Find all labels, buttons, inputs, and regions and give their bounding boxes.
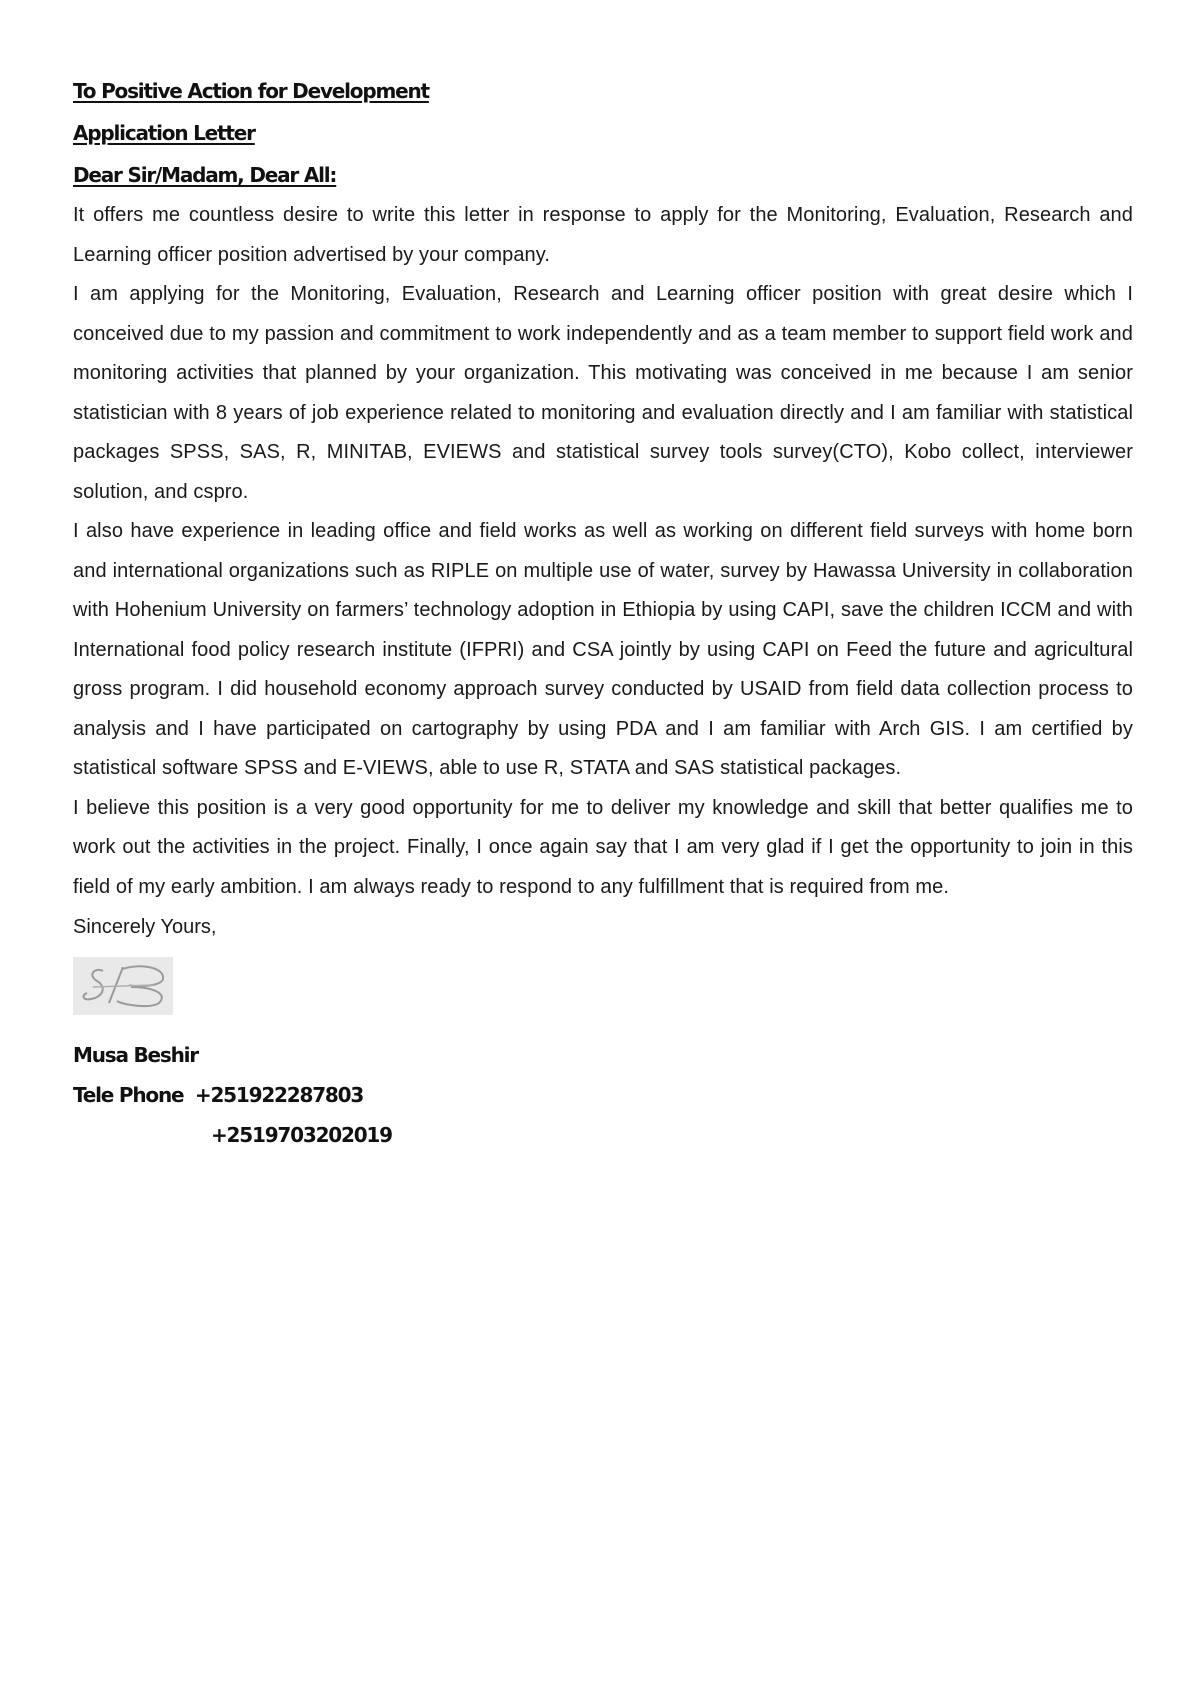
phone-number-primary: +251922287803 bbox=[194, 1083, 364, 1107]
closing-text: Sincerely Yours, bbox=[73, 916, 217, 938]
signature-scribble bbox=[73, 957, 173, 1015]
letter-page bbox=[73, 70, 1133, 1155]
phone-row-primary bbox=[73, 1075, 1133, 1115]
paragraph-conclusion: I believe this position is a very good opportunity for me to deliver my knowledge and skill that better qualifies me to work out the activities in the project. Finally, I once again say that I am very glad if I get the opportunity to join in this field of my early ambition. I am always ready to respond to any fulfillment that is required from me. bbox=[73, 796, 1133, 898]
phone-label: Tele Phone bbox=[73, 1083, 184, 1107]
paragraph-experience: I also have experience in leading office and field works as well as working on different field surveys with home born and international organizations such as RIPLE on multiple use of water, survey by Hawassa University in collaboration with Hohenium University on farmers’ technology adoption in Ethiopia by using CAPI, save the children ICCM and with International food policy research institute (IFPRI) and CSA jointly by using CAPI on Feed the future and agricultural gross program. I did household economy approach survey conducted by USAID from field data collection process to analysis and I have participated on cartography by using PDA and I am familiar with Arch GIS. I am certified by statistical software SPSS and E-VIEWS, able to use R, STATA and SAS statistical packages. bbox=[73, 520, 1133, 779]
salutation: Dear Sir/Madam, Dear All: bbox=[73, 163, 337, 187]
signer-name: Musa Beshir bbox=[73, 1043, 198, 1067]
phone-row-secondary bbox=[73, 1115, 1133, 1155]
paragraph-motivation: I am applying for the Monitoring, Evaluation, Research and Learning officer position with great desire which I conceived due to my passion and commitment to work independently and as a team member to support field work and monitoring activities that planned by your organization. This motivating was conceived in me because I am senior statistician with 8 years of job experience related to monitoring and evaluation directly and I am familiar with statistical packages SPSS, SAS, R, MINITAB, EVIEWS and statistical survey tools survey(CTO), Kobo collect, interviewer solution, and cspro. bbox=[73, 283, 1133, 503]
phone-number-secondary: +2519703202019 bbox=[211, 1123, 392, 1147]
recipient-heading: To Positive Action for Development bbox=[73, 79, 429, 103]
signature-image bbox=[73, 957, 173, 1015]
subject-heading: Application Letter bbox=[73, 121, 255, 145]
paragraph-intro: It offers me countless desire to write this letter in response to apply for the Monitoring, Evaluation, Research and Learning officer position advertised by your company. bbox=[73, 204, 1133, 266]
